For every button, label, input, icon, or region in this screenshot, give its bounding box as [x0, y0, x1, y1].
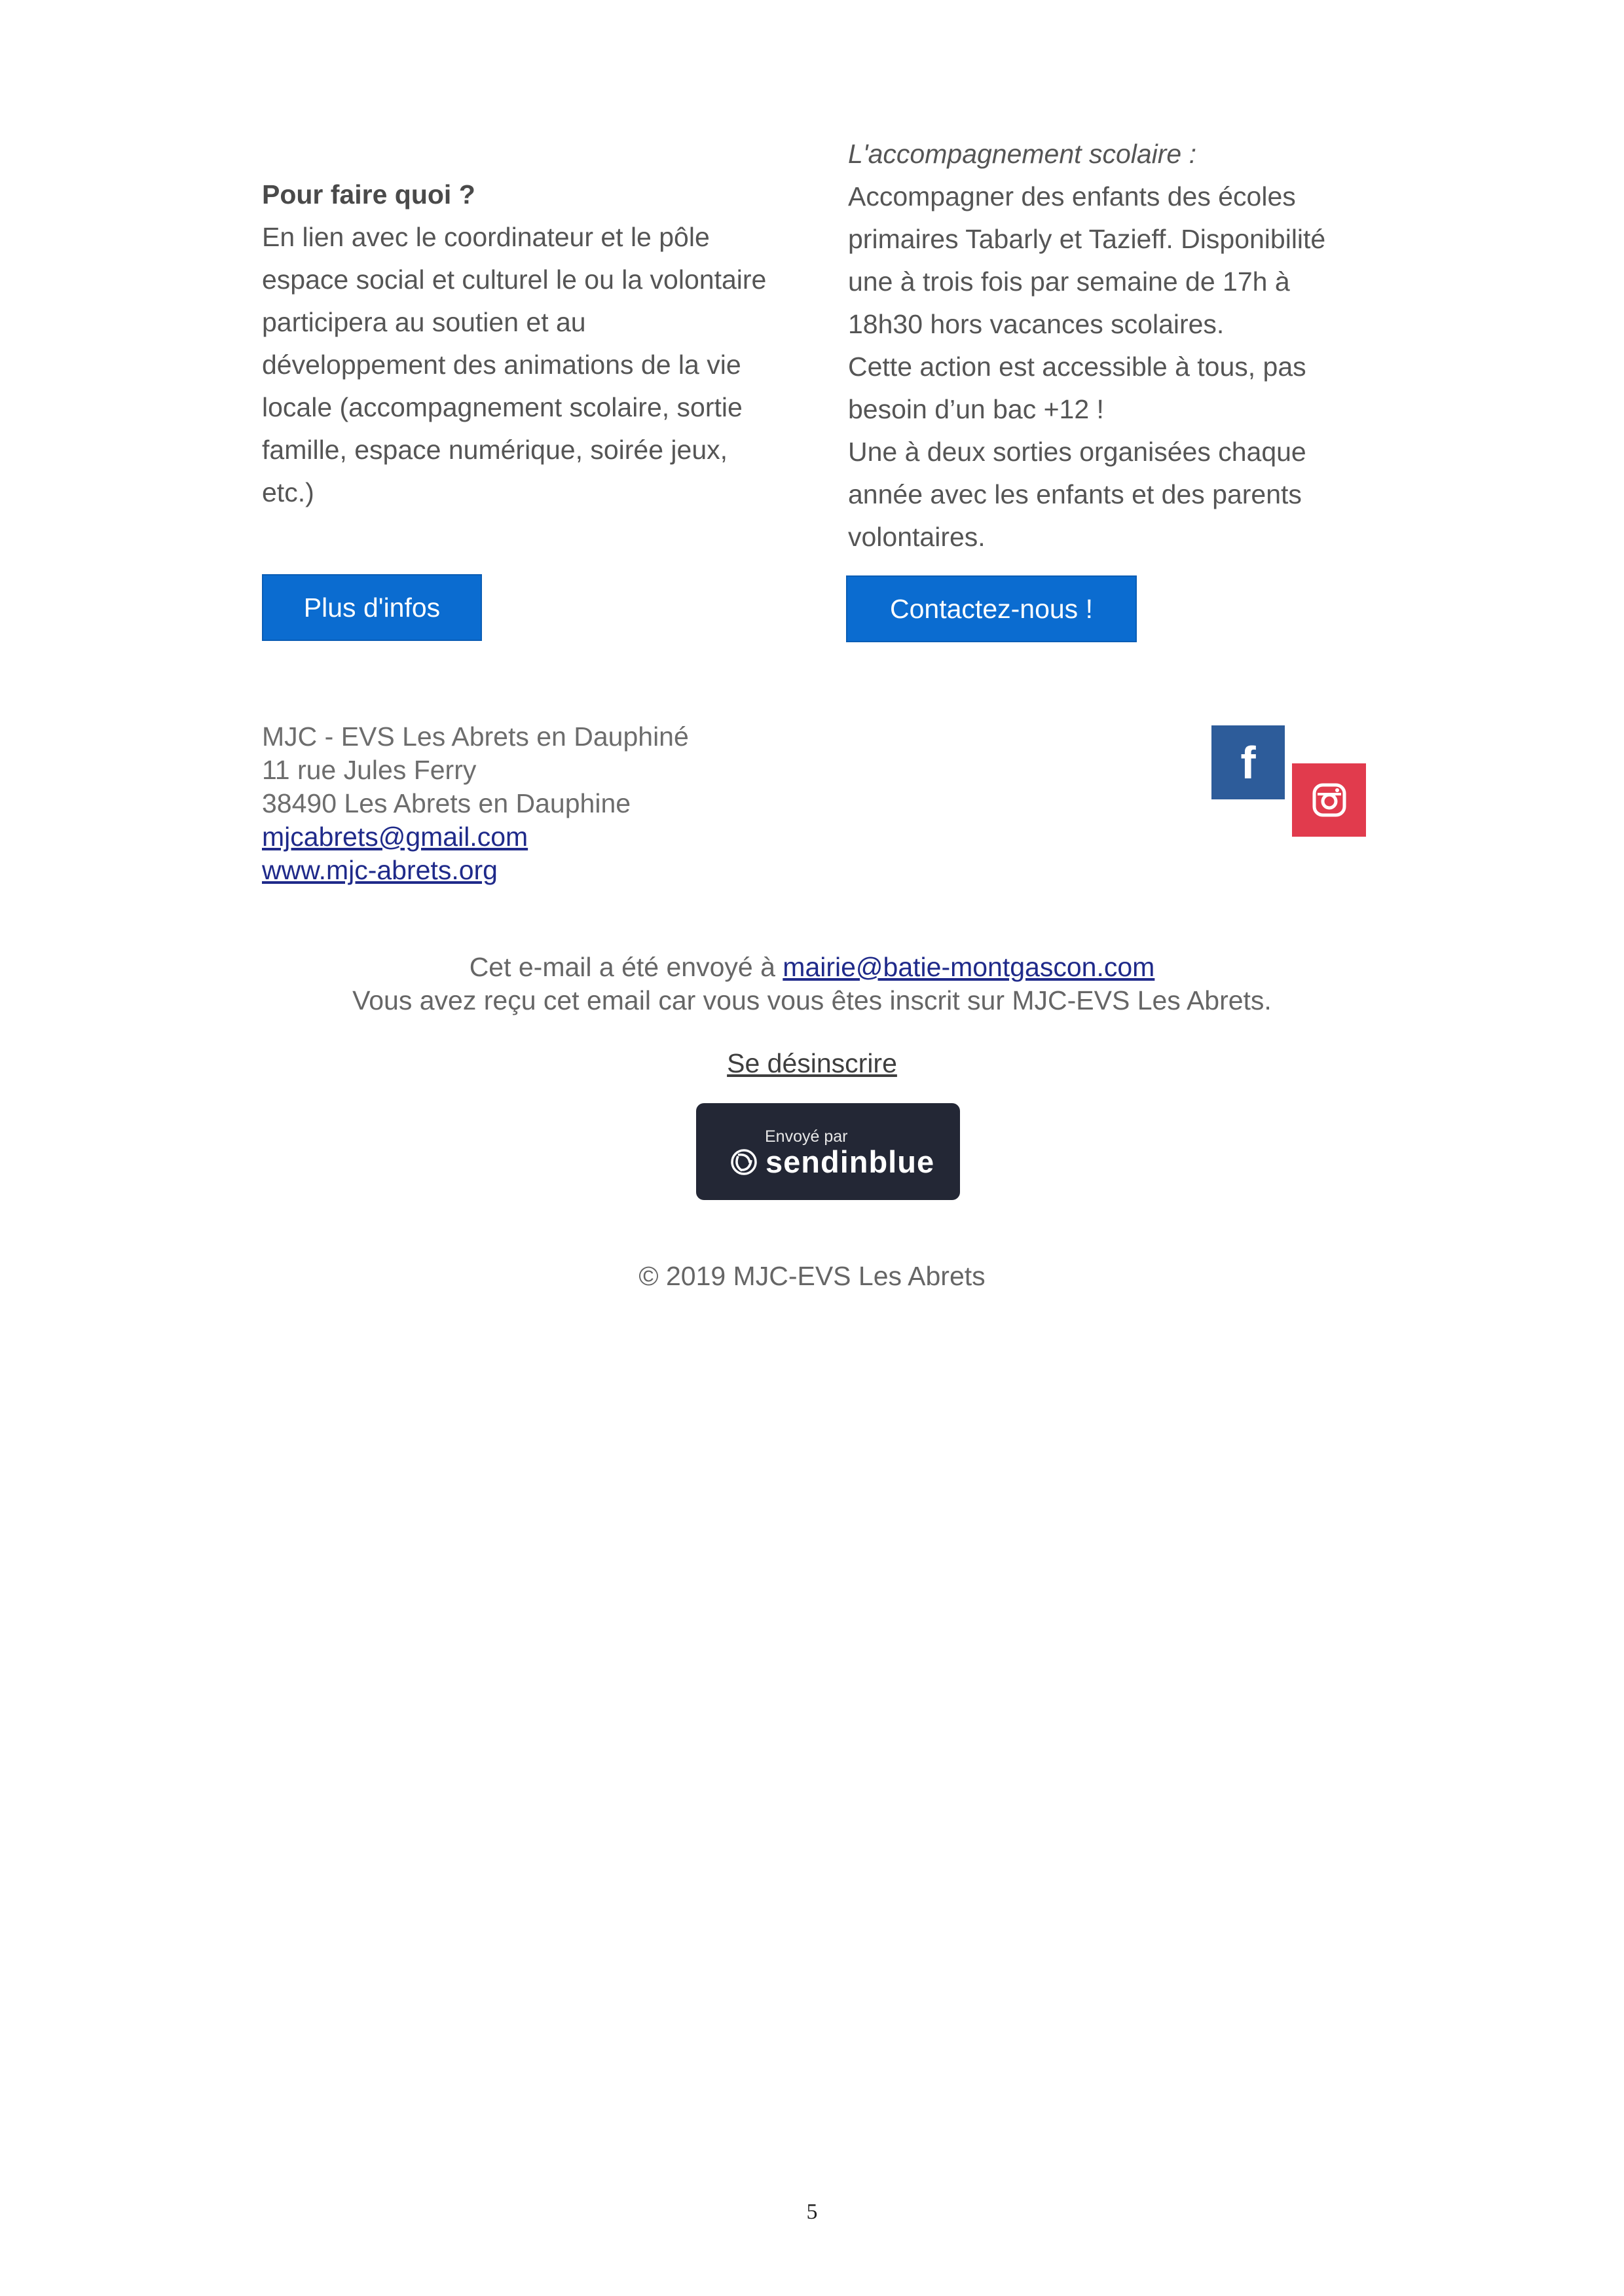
sent-to-notice: [0, 951, 1624, 984]
unsubscribe-link[interactable]: Se désinscrire: [727, 1048, 897, 1078]
org-name: MJC - EVS Les Abrets en Dauphiné: [262, 721, 689, 752]
right-line: Une à deux sorties organisées chaque: [848, 437, 1306, 467]
left-heading: Pour faire quoi ?: [262, 179, 475, 210]
right-line: besoin d’un bac +12 !: [848, 394, 1104, 424]
website-link[interactable]: www.mjc-abrets.org: [262, 855, 498, 885]
left-line: En lien avec le coordinateur et le pôle: [262, 222, 710, 252]
sendinblue-badge[interactable]: [696, 1103, 960, 1200]
left-column: [262, 173, 812, 514]
right-heading: L'accompagnement scolaire :: [848, 139, 1196, 169]
recipient-email-link[interactable]: mairie@batie-montgascon.com: [783, 952, 1155, 982]
footer-address: [262, 720, 689, 887]
unsubscribe-row: [0, 1048, 1624, 1079]
sendinblue-logo-icon: [729, 1147, 759, 1177]
more-info-button[interactable]: Plus d'infos: [262, 574, 482, 641]
right-column: [848, 133, 1418, 558]
instagram-glyph: [1311, 782, 1348, 818]
left-line: locale (accompagnement scolaire, sortie: [262, 392, 743, 422]
badge-sent-by: Envoyé par: [765, 1127, 848, 1146]
right-line: année avec les enfants et des parents: [848, 479, 1302, 509]
city-address: 38490 Les Abrets en Dauphine: [262, 788, 631, 818]
right-line: Accompagner des enfants des écoles: [848, 181, 1296, 211]
sent-to-prefix: Cet e-mail a été envoyé à: [469, 952, 775, 982]
instagram-icon[interactable]: [1292, 763, 1366, 837]
page-number: 5: [806, 2200, 818, 2224]
right-line: une à trois fois par semaine de 17h à: [848, 266, 1290, 297]
contact-us-button[interactable]: Contactez-nous !: [846, 575, 1137, 642]
right-line: 18h30 hors vacances scolaires.: [848, 309, 1225, 339]
left-line: développement des animations de la vie: [262, 350, 741, 380]
left-line: espace social et culturel le ou la volontaire: [262, 264, 767, 295]
right-line: primaires Tabarly et Tazieff. Disponibilité: [848, 224, 1326, 254]
left-line: participera au soutien et au: [262, 307, 586, 337]
badge-brand-row: [729, 1144, 934, 1180]
right-line: volontaires.: [848, 522, 986, 552]
left-line: famille, espace numérique, soirée jeux,: [262, 435, 728, 465]
subscription-reason: Vous avez reçu cet email car vous vous êtes inscrit sur MJC-EVS Les Abrets.: [352, 985, 1272, 1015]
email-link[interactable]: mjcabrets@gmail.com: [262, 822, 528, 852]
street-address: 11 rue Jules Ferry: [262, 755, 477, 785]
facebook-icon[interactable]: f: [1211, 725, 1285, 799]
left-line: etc.): [262, 477, 314, 507]
right-line: Cette action est accessible à tous, pas: [848, 352, 1306, 382]
copyright: © 2019 MJC-EVS Les Abrets: [638, 1261, 986, 1291]
badge-brand: sendinblue: [766, 1144, 935, 1179]
